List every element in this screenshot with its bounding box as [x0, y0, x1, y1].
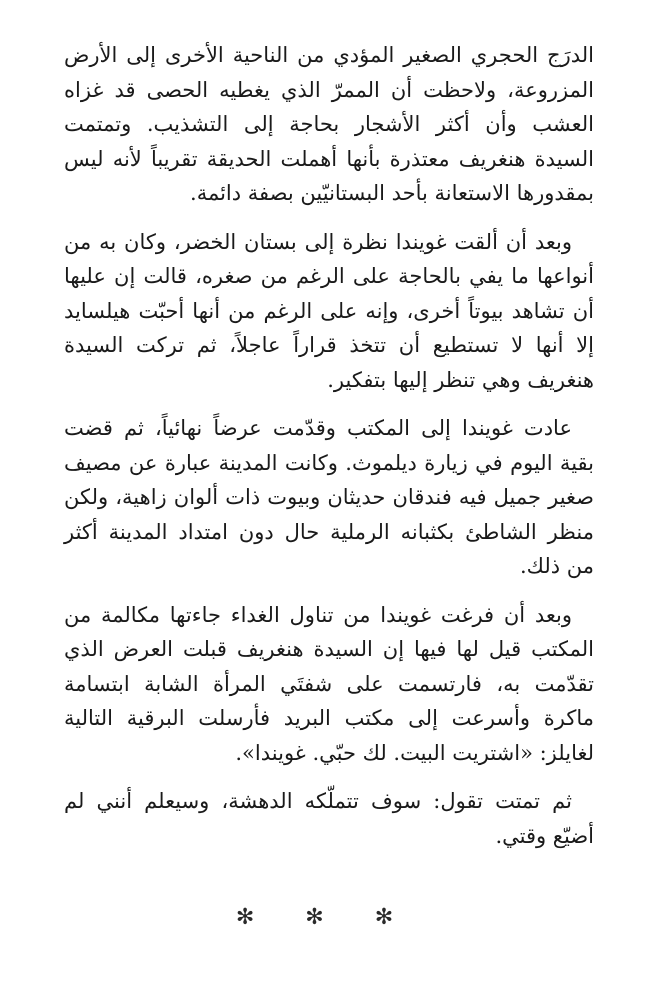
- paragraph-4: وبعد أن فرغت غويندا من تناول الغداء جاءتها مكالمة من المكتب قيل لها فيها إن السيدة هنغريف قبلت العرض الذي تقدّمت به، فارتسمت على شفتَي المرأة الشابة ابتسامة ماكرة وأسرعت إلى مكتب البريد فأرسلت البرقية التالية لغايلز: «اشتريت البيت. لك حبّي. غويندا».: [64, 602, 594, 765]
- paragraph-3: عادت غويندا إلى المكتب وقدّمت عرضاً نهائياً، ثم قضت بقية اليوم في زيارة ديلموث. وكانت المدينة عبارة عن مصيف صغير جميل فيه فندقان حديثان وبيوت ذات ألوان زاهية، ولكن منظر الشاطئ بكثبانه الرملية حال دون امتداد المدينة أكثر من ذلك.: [64, 416, 594, 578]
- paragraph-5: ثم تمتت تقول: سوف تتملّكه الدهشة، وسيعلم أنني لم أضيّع وقتي.: [64, 789, 594, 848]
- book-page: [64, 38, 594, 867]
- paragraph-2: وبعد أن ألقت غويندا نظرة إلى بستان الخضر، وكان به من أنواعها ما يفي بالحاجة على الرغم من صغره، قالت إن عليها أن تشاهد بيوتاً أخرى، وإنه على الرغم من أنها أحبّت هيلسايد إلا أنها لا تستطيع أن تتخذ قراراً عاجلاً، ثم تركت السيدة هنغريف وهي تنظر إليها بتفكير.: [64, 229, 594, 392]
- section-separator: ✻ ✻ ✻: [235, 905, 416, 930]
- paragraph-1: الدرَج الحجري الصغير المؤدي من الناحية الأخرى إلى الأرض المزروعة، ولاحظت أن الممرّ الذي يغطيه الحصى قد غزاه العشب وأن أكثر الأشجار بحاجة إلى التشذيب. وتمتمت السيدة هنغريف معتذرة بأنها أهملت الحديقة تقريباً لأنه ليس بمقدورها الاستعانة بأحد البستانيّين بصفة دائمة.: [64, 43, 594, 205]
